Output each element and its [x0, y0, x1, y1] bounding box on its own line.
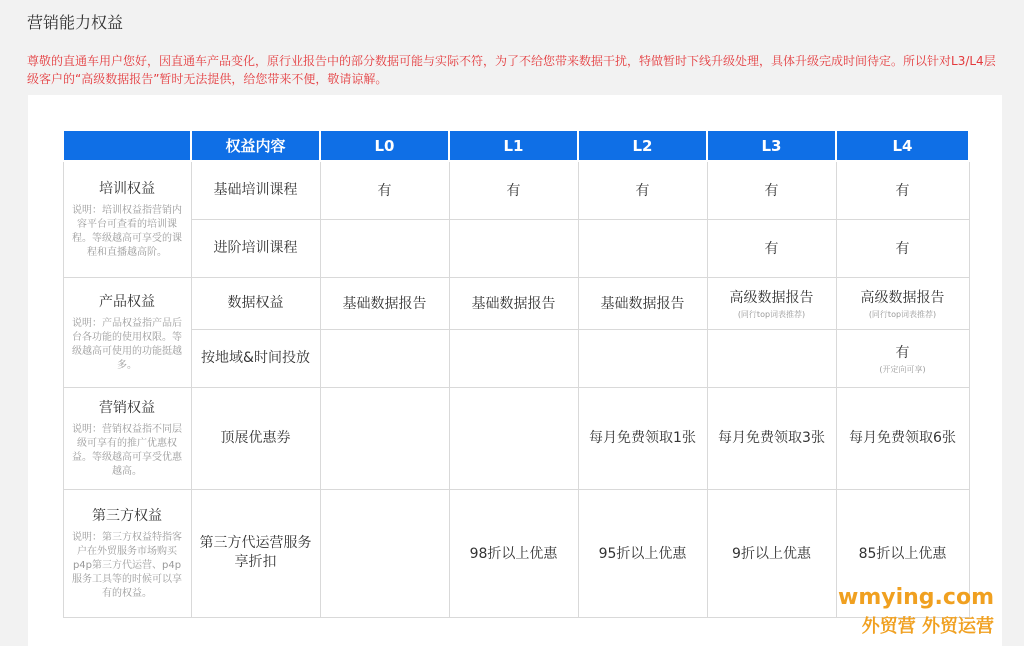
- level-note: (同行top词表推荐): [737, 309, 806, 319]
- level-cell: [320, 219, 449, 277]
- level-cell: 9折以上优惠: [707, 489, 836, 617]
- table-row: [63, 277, 969, 329]
- table-row: [63, 161, 969, 219]
- benefit-item: 进阶培训课程: [191, 219, 320, 277]
- header-l0: L0: [320, 130, 449, 161]
- category-title: 培训权益: [99, 181, 155, 198]
- header-row: [63, 130, 969, 161]
- header-l4: L4: [836, 130, 969, 161]
- benefits-table: [62, 129, 970, 618]
- notice-text: 尊敬的直通车用户您好，因直通车产品变化，原行业报告中的部分数据可能与实际不符，为了不给您带来数据干扰，特做暂时下线升级处理，具体升级完成时间待定。所以针对L3/L4层级客户的“高级数据报告”暂时无法提供，给您带来不便，敬请谅解。: [27, 54, 996, 86]
- level-value: 高级数据报告: [729, 289, 814, 306]
- header-content: 权益内容: [191, 130, 320, 161]
- level-cell: [836, 277, 969, 329]
- header-blank: [63, 130, 191, 161]
- table-row: [63, 219, 969, 277]
- category-cell: [63, 387, 191, 489]
- watermark-url: wmying.com: [838, 585, 994, 610]
- category-title: 第三方权益: [92, 508, 162, 524]
- benefits-card: [28, 95, 1002, 646]
- benefit-item: 顶展优惠券: [191, 387, 320, 489]
- benefit-item: 按地域&时间投放: [191, 329, 320, 387]
- category-desc: 说明：培训权益指营销内容平台可查看的培训课程。等级越高可享受的课程和直播越高阶。: [72, 205, 182, 259]
- header-l1: L1: [449, 130, 578, 161]
- level-cell: 有: [320, 161, 449, 219]
- level-cell: 98折以上优惠: [449, 489, 578, 617]
- level-value: 基础数据报告: [600, 296, 685, 312]
- level-cell: [449, 277, 578, 329]
- level-cell: [449, 219, 578, 277]
- category-cell: [63, 277, 191, 387]
- level-cell: 有: [707, 219, 836, 277]
- level-cell: [449, 329, 578, 387]
- level-cell: [578, 329, 707, 387]
- category-title: 营销权益: [99, 400, 155, 416]
- category-cell: [63, 489, 191, 617]
- category-title: 产品权益: [99, 294, 155, 310]
- level-note: (同行top词表推荐): [868, 309, 937, 319]
- level-cell: 有: [707, 161, 836, 219]
- level-cell: 每月免费领取3张: [707, 387, 836, 489]
- page-title: 营销能力权益: [27, 13, 124, 32]
- table-row: [63, 329, 969, 387]
- level-cell: 95折以上优惠: [578, 489, 707, 617]
- table-row: [63, 387, 969, 489]
- level-cell: [836, 329, 969, 387]
- level-note: (开定向可享): [879, 364, 926, 374]
- level-cell: 每月免费领取6张: [836, 387, 969, 489]
- level-cell: 有: [836, 219, 969, 277]
- level-cell: [707, 329, 836, 387]
- watermark-text: 外贸营 外贸运营: [861, 616, 994, 637]
- level-cell: 85折以上优惠: [836, 489, 969, 617]
- level-value: 基础数据报告: [471, 296, 556, 312]
- category-cell: [63, 161, 191, 277]
- level-cell: 有: [449, 161, 578, 219]
- level-cell: [578, 219, 707, 277]
- table-row: [63, 489, 969, 617]
- header-l2: L2: [578, 130, 707, 161]
- level-cell: 有: [836, 161, 969, 219]
- level-cell: [449, 387, 578, 489]
- category-desc: 说明：产品权益指产品后台各功能的使用权限。等级越高可使用的功能挺越多。: [72, 318, 182, 371]
- level-value: 有: [895, 344, 910, 361]
- level-cell: 每月免费领取1张: [578, 387, 707, 489]
- category-desc: 说明：第三方权益特指客户在外贸服务市场购买p4p第三方代运营、p4p服务工具等的时候可以享有的权益。: [72, 532, 182, 599]
- level-value: 高级数据报告: [860, 289, 945, 306]
- level-cell: [707, 277, 836, 329]
- category-desc: 说明：营销权益指不同层级可享有的推广优惠权益。等级越高可享受优惠越高。: [72, 424, 182, 477]
- watermark: [838, 585, 994, 638]
- benefit-item: 第三方代运营服务享折扣: [191, 489, 320, 617]
- level-cell: [320, 277, 449, 329]
- benefit-item: 数据权益: [191, 277, 320, 329]
- benefit-item: 基础培训课程: [191, 161, 320, 219]
- level-cell: [320, 329, 449, 387]
- level-value: 基础数据报告: [342, 296, 427, 312]
- level-cell: [320, 489, 449, 617]
- level-cell: [320, 387, 449, 489]
- header-l3: L3: [707, 130, 836, 161]
- level-cell: [578, 277, 707, 329]
- level-cell: 有: [578, 161, 707, 219]
